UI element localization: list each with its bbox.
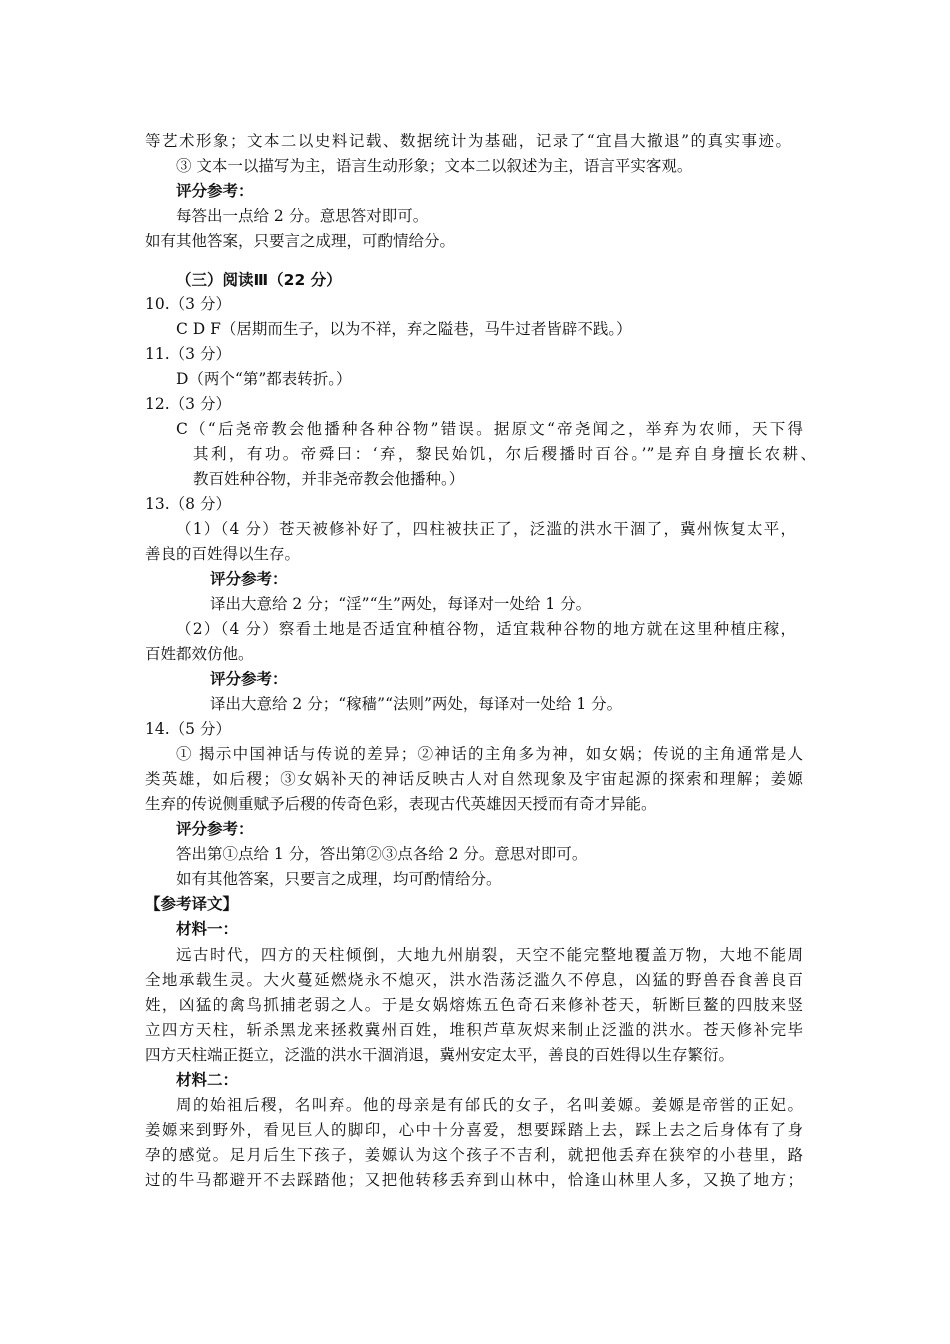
text-line: 四方天柱端正挺立，泛滥的洪水干涸消退，冀州安定太平，善良的百姓得以生存繁衍。 bbox=[145, 1046, 735, 1064]
text-line: 每答出一点给 2 分。意思答对即可。 bbox=[176, 207, 429, 225]
answer-line: （1）（4 分）苍天被修补好了，四柱被扶正了，泛滥的洪水干涸了，冀州恢复太平， bbox=[176, 520, 796, 538]
answer-line: 其利，有功。帝舜曰：‘弃，黎民始饥，尔后稷播时百谷。’”是弃自身擅长农耕、 bbox=[193, 445, 816, 463]
answer-line: C D F（居期而生子，以为不祥，弃之隘巷，马牛过者皆辟不践。） bbox=[176, 320, 632, 338]
question-number: 10.（3 分） bbox=[145, 295, 231, 313]
text-line: 远古时代，四方的天柱倾倒，大地九州崩裂，天空不能完整地覆盖万物，大地不能周 bbox=[176, 946, 803, 964]
material-label: 材料二： bbox=[176, 1071, 239, 1089]
text-line: ③ 文本一以描写为主，语言生动形象；文本二以叙述为主，语言平实客观。 bbox=[176, 157, 693, 175]
answer-line: ① 揭示中国神话与传说的差异；②神话的主角多为神，如女娲；传说的主角通常是人 bbox=[176, 745, 803, 763]
text-line: 过的牛马都避开不去踩踏他；又把他转移丢弃到山林中，恰逢山林里人多，又换了地方； bbox=[145, 1171, 803, 1189]
text-line: 等艺术形象；文本二以史料记载、数据统计为基础，记录了“宜昌大撤退”的真实事迹。 bbox=[145, 132, 791, 150]
question-number: 11.（3 分） bbox=[145, 345, 231, 363]
text-line: 译出大意给 2 分；“稼穑”“法则”两处，每译对一处给 1 分。 bbox=[210, 695, 623, 713]
answer-line: D（两个“第”都表转折。） bbox=[176, 370, 352, 388]
text-line: 立四方天柱，斩杀黑龙来拯救冀州百姓，堆积芦草灰烬来制止泛滥的洪水。苍天修补完毕 bbox=[145, 1021, 803, 1039]
section-heading: 【参考译文】 bbox=[145, 895, 239, 913]
section-label: 评分参考： bbox=[210, 570, 288, 588]
answer-line: 生弃的传说侧重赋予后稷的传奇色彩，表现古代英雄因天授而有奇才异能。 bbox=[145, 795, 657, 813]
answer-line: 教百姓种谷物，并非尧帝教会他播种。） bbox=[193, 470, 465, 488]
material-label: 材料一： bbox=[176, 920, 239, 938]
text-line: 姓，凶猛的禽鸟抓捕老弱之人。于是女娲熔炼五色奇石来修补苍天，斩断巨鳌的四肢来竖 bbox=[145, 996, 803, 1014]
answer-line: C（“后尧帝教会他播种各种谷物”错误。据原文“帝尧闻之，举弃为农师，天下得 bbox=[176, 420, 803, 438]
section-label: 评分参考： bbox=[176, 820, 254, 838]
question-number: 13.（8 分） bbox=[145, 495, 231, 513]
section-heading: （三）阅读Ⅲ（22 分） bbox=[176, 271, 342, 289]
answer-line: 百姓都效仿他。 bbox=[145, 645, 254, 663]
answer-line: 类英雄，如后稷；③女娲补天的神话反映古人对自然现象及宇宙起源的探索和理解；姜嫄 bbox=[145, 770, 803, 788]
text-line: 姜嫄来到野外，看见巨人的脚印，心中十分喜爱，想要踩踏上去，踩上去之后身体有了身 bbox=[145, 1121, 803, 1139]
section-label: 评分参考： bbox=[176, 182, 254, 200]
text-line: 译出大意给 2 分；“淫”“生”两处，每译对一处给 1 分。 bbox=[210, 595, 592, 613]
question-number: 14.（5 分） bbox=[145, 720, 231, 738]
text-line: 全地承载生灵。大火蔓延燃烧永不熄灭，洪水浩荡泛滥久不停息，凶猛的野兽吞食善良百 bbox=[145, 971, 803, 989]
text-line: 如有其他答案，只要言之成理，可酌情给分。 bbox=[145, 232, 456, 250]
section-label: 评分参考： bbox=[210, 670, 288, 688]
answer-line: （2）（4 分）察看土地是否适宜种植谷物，适宜栽种谷物的地方就在这里种植庄稼， bbox=[176, 620, 796, 638]
text-line: 周的始祖后稷，名叫弃。他的母亲是有邰氏的女子，名叫姜嫄。姜嫄是帝喾的正妃。 bbox=[176, 1096, 803, 1114]
question-number: 12.（3 分） bbox=[145, 395, 231, 413]
text-line: 如有其他答案，只要言之成理，均可酌情给分。 bbox=[176, 870, 502, 888]
text-line: 答出第①点给 1 分，答出第②③点各给 2 分。意思对即可。 bbox=[176, 845, 588, 863]
answer-line: 善良的百姓得以生存。 bbox=[145, 545, 301, 563]
text-line: 孕的感觉。足月后生下孩子，姜嫄认为这个孩子不吉利，就把他丢弃在狭窄的小巷里，路 bbox=[145, 1146, 803, 1164]
